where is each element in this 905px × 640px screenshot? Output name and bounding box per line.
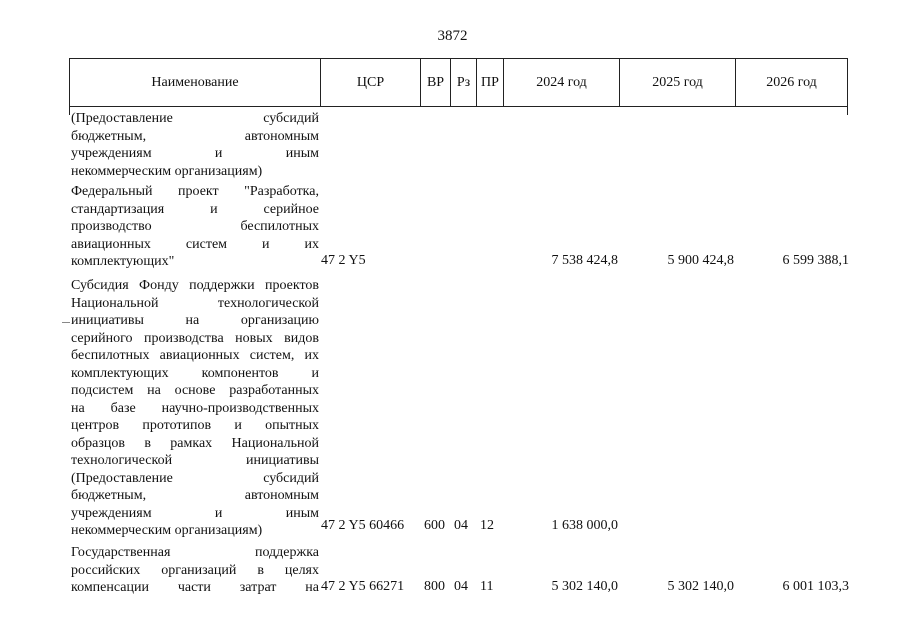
- row-2026: 6 599 388,1: [782, 253, 849, 268]
- name-line: технологической инициативы: [71, 453, 319, 468]
- name-line: подсистем на основе разработанных: [71, 383, 319, 398]
- rule-stub: [69, 107, 70, 115]
- row-2026: 6 001 103,3: [782, 579, 849, 594]
- name-line: беспилотных авиационных систем, их: [71, 348, 319, 363]
- table-header: [69, 58, 848, 107]
- name-line: бюджетным, автономным: [71, 128, 319, 144]
- page-number: 3872: [437, 28, 468, 44]
- row-vr: 600: [424, 518, 445, 533]
- name-line: (Предоставление субсидий: [71, 111, 319, 126]
- name-line: компенсации части затрат на: [71, 580, 319, 595]
- row-rz: 04: [454, 579, 468, 594]
- name-line: некоммерческим организациям): [71, 523, 263, 538]
- name-line: некоммерческим организациям): [71, 163, 263, 179]
- name-line: Субсидия Фонду поддержки проектов: [71, 278, 319, 293]
- row-pr: 12: [480, 518, 494, 533]
- rule-stub: [847, 107, 848, 115]
- name-line: Государственная поддержка: [71, 545, 319, 560]
- name-line: авиационных систем и их: [71, 236, 319, 252]
- header-2024: 2024 год: [504, 59, 620, 106]
- name-line: образцов в рамках Национальной: [71, 435, 319, 451]
- row-name: [71, 544, 319, 597]
- row-2024: 7 538 424,8: [551, 253, 618, 268]
- header-name: Наименование: [70, 59, 321, 106]
- row-name: [71, 277, 319, 540]
- header-vr: ВР: [421, 59, 451, 106]
- name-line: учреждениям и иным: [71, 146, 319, 161]
- row-2024: 5 302 140,0: [551, 579, 618, 594]
- margin-mark: [62, 322, 70, 323]
- row-csr: 47 2 Y5 66271: [321, 579, 405, 594]
- row-2025: 5 900 424,8: [667, 253, 734, 268]
- name-line: российских организаций в целях: [71, 562, 319, 578]
- name-line: стандартизация и серийное: [71, 201, 319, 217]
- header-pr: ПР: [477, 59, 504, 106]
- row-2024: 1 638 000,0: [551, 518, 618, 533]
- row-csr: 47 2 Y5 60466: [321, 518, 405, 533]
- name-line: инициативы на организацию: [71, 313, 319, 328]
- name-line: (Предоставление субсидий: [71, 470, 319, 486]
- name-line: серийного производства новых видов: [71, 330, 319, 346]
- row-csr: 47 2 Y5: [321, 253, 366, 268]
- header-csr: ЦСР: [321, 59, 421, 106]
- name-line: центров прототипов и опытных: [71, 418, 319, 433]
- name-line: производство беспилотных: [71, 219, 319, 234]
- header-2026: 2026 год: [766, 75, 817, 90]
- name-line: на базе научно-производственных: [71, 400, 319, 416]
- row-2025: 5 302 140,0: [667, 579, 734, 594]
- header-rz: Рз: [451, 59, 477, 106]
- name-line: Национальной технологической: [71, 295, 319, 311]
- row-vr: 800: [424, 579, 445, 594]
- header-2025: 2025 год: [620, 59, 736, 106]
- row-name: [71, 110, 319, 180]
- row-pr: 11: [480, 579, 494, 594]
- name-line: комплектующих": [71, 254, 175, 269]
- name-line: бюджетным, автономным: [71, 488, 319, 503]
- name-line: комплектующих компонентов и: [71, 365, 319, 381]
- name-line: Федеральный проект "Разработка,: [71, 184, 319, 199]
- name-line: учреждениям и иным: [71, 505, 319, 521]
- row-name: [71, 183, 319, 271]
- row-rz: 04: [454, 518, 468, 533]
